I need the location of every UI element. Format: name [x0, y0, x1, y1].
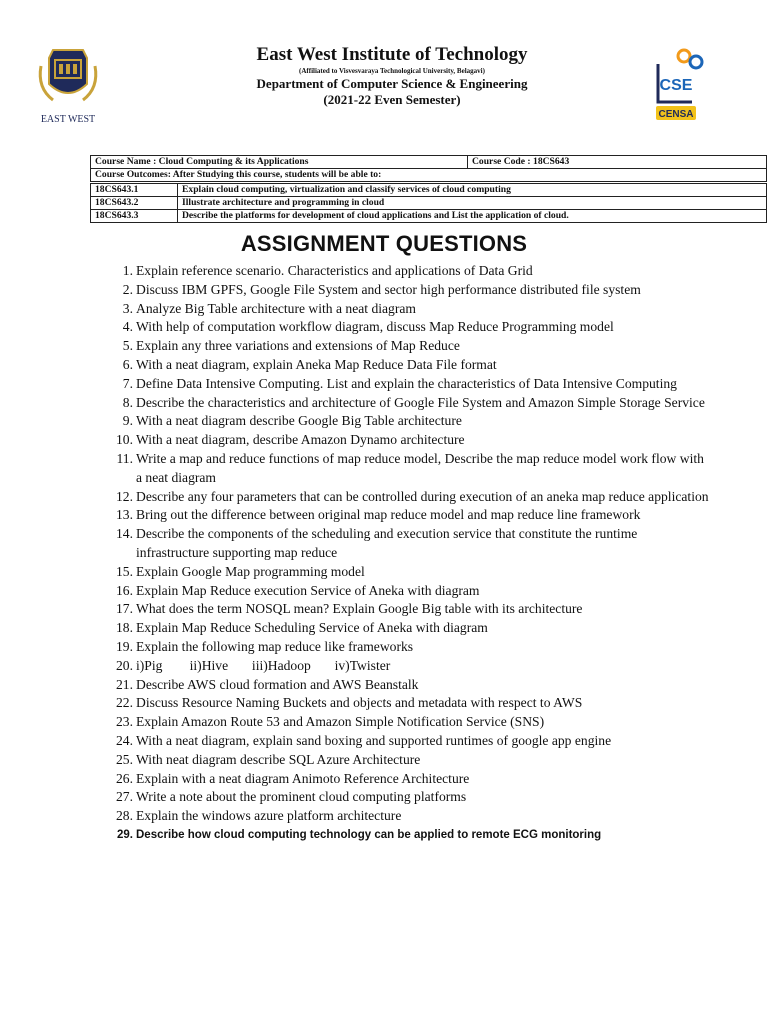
question-number: 23. [116, 714, 133, 730]
affiliation: (Affiliated to Visvesvaraya Technological University, Belagavi) [299, 67, 485, 75]
question-number: 21. [116, 676, 133, 692]
question-item [109, 713, 709, 732]
outcome-row [91, 210, 767, 223]
question-text: Explain any three variations and extensions of Map Reduce [136, 338, 460, 354]
question-item [109, 300, 709, 319]
question-number: 7. [122, 375, 133, 391]
question-number: 29. [117, 828, 133, 841]
question-number: 18. [116, 620, 133, 636]
outcome-id: 18CS643.3 [91, 210, 178, 223]
question-number: 19. [116, 638, 133, 654]
question-item [109, 600, 709, 619]
department-name: Department of Computer Science & Engineering [256, 76, 528, 91]
question-item [109, 826, 709, 845]
question-number: 8. [122, 394, 133, 410]
question-number: 10. [116, 432, 133, 448]
question-text: Explain reference scenario. Characteristics and applications of Data Grid [136, 263, 533, 278]
question-item [109, 807, 709, 826]
question-text: Explain the following map reduce like frameworks [136, 638, 414, 654]
question-list [109, 262, 709, 845]
question-number: 24. [116, 732, 133, 748]
question-number: 28. [116, 808, 133, 824]
question-item [109, 563, 709, 582]
question-number: 12. [116, 488, 133, 504]
question-item [109, 412, 709, 431]
question-number: 6. [122, 356, 133, 372]
outcome-id: 18CS643.1 [91, 184, 178, 197]
question-number: 1. [122, 263, 133, 278]
course-name: Course Name : Cloud Computing & its Applications [91, 156, 468, 169]
question-text: Explain Google Map programming model [136, 563, 365, 579]
question-item [109, 375, 709, 394]
course-info-table [90, 155, 767, 182]
question-text: Describe the characteristics and architecture of Google File System and Amazon Simple Storage Service [136, 394, 705, 410]
question-text: Explain the windows azure platform architecture [136, 808, 402, 824]
question-text: Bring out the difference between original map reduce model and map reduce line framework [136, 507, 641, 523]
outcome-text: Explain cloud computing, virtualization and classify services of cloud computing [178, 184, 767, 197]
question-item [109, 450, 709, 488]
question-text: Write a map and reduce functions of map reduce model, Describe the map reduce model work flow with a neat diagram [136, 450, 704, 485]
question-item [109, 694, 709, 713]
question-number: 27. [116, 789, 133, 805]
question-text: With a neat diagram, describe Amazon Dynamo architecture [136, 432, 465, 448]
semester: (2021-22 Even Semester) [323, 92, 461, 107]
question-number: 9. [122, 413, 133, 429]
question-number: 3. [122, 300, 133, 316]
question-text: With a neat diagram describe Google Big Table architecture [136, 413, 462, 429]
question-text: Describe AWS cloud formation and AWS Beanstalk [136, 676, 419, 692]
question-number: 5. [122, 338, 133, 354]
question-text: Discuss IBM GPFS, Google File System and sector high performance distributed file system [136, 281, 641, 297]
question-item [109, 262, 709, 281]
question-text: Explain Map Reduce Scheduling Service of Aneka with diagram [136, 620, 488, 636]
question-item [109, 582, 709, 601]
outcome-id: 18CS643.2 [91, 197, 178, 210]
question-number: 13. [116, 507, 133, 523]
question-text: With a neat diagram, explain sand boxing and supported runtimes of google app engine [136, 732, 612, 748]
question-item [109, 488, 709, 507]
question-text: Explain Amazon Route 53 and Amazon Simple Notification Service (SNS) [136, 714, 545, 730]
question-number: 14. [116, 526, 133, 542]
cse-censa-logo [644, 46, 708, 132]
question-text: What does the term NOSQL mean? Explain Google Big table with its architecture [136, 601, 583, 617]
course-outcomes-table [90, 183, 767, 223]
question-text: Explain with a neat diagram Animoto Reference Architecture [136, 770, 470, 786]
question-item [109, 525, 709, 563]
question-item [109, 676, 709, 695]
question-item [109, 788, 709, 807]
page-header [0, 44, 768, 154]
outcome-row [91, 197, 767, 210]
cse-logo-text: CSE [659, 77, 693, 94]
question-item [109, 751, 709, 770]
question-text: With a neat diagram, explain Aneka Map Reduce Data File format [136, 356, 497, 372]
question-text: With neat diagram describe SQL Azure Architecture [136, 751, 421, 767]
outcome-text: Illustrate architecture and programming in cloud [178, 197, 767, 210]
question-text: i)Pig ii)Hive iii)Hadoop iv)Twister [136, 657, 391, 673]
outcome-text: Describe the platforms for development of cloud applications and List the application of cloud. [178, 210, 767, 223]
question-text: Analyze Big Table architecture with a neat diagram [136, 300, 416, 316]
question-number: 26. [116, 770, 133, 786]
question-number: 17. [116, 601, 133, 617]
question-item [109, 619, 709, 638]
assignment-title: ASSIGNMENT QUESTIONS [240, 231, 528, 256]
question-number: 15. [116, 563, 133, 579]
censa-logo-text: CENSA [658, 109, 694, 120]
question-number: 16. [116, 582, 133, 598]
question-text: Write a note about the prominent cloud computing platforms [136, 789, 467, 805]
question-item [109, 770, 709, 789]
question-text: Describe how cloud computing technology can be applied to remote ECG monitoring [136, 828, 602, 841]
question-item [109, 431, 709, 450]
east-west-logo-text: EAST WEST [40, 114, 96, 125]
course-code: Course Code : 18CS643 [468, 156, 767, 169]
question-item [109, 318, 709, 337]
question-item [109, 281, 709, 300]
header-text [150, 44, 634, 108]
question-item [109, 657, 709, 676]
question-text: Describe any four parameters that can be controlled during execution of an aneka map reduce application [136, 488, 709, 504]
question-item [109, 732, 709, 751]
question-text: Define Data Intensive Computing. List and explain the characteristics of Data Intensive Computing [136, 375, 677, 391]
question-item [109, 394, 709, 413]
question-number: 2. [122, 281, 133, 297]
east-west-logo [33, 44, 103, 134]
question-number: 11. [116, 450, 133, 466]
question-text: Discuss Resource Naming Buckets and objects and metadata with respect to AWS [136, 695, 583, 711]
institute-name: East West Institute of Technology [256, 44, 528, 65]
question-item [109, 356, 709, 375]
question-text: With help of computation workflow diagram, discuss Map Reduce Programming model [136, 319, 614, 335]
question-item [109, 638, 709, 657]
outcome-row [91, 184, 767, 197]
question-number: 25. [116, 751, 133, 767]
question-number: 20. [116, 657, 133, 673]
question-item [109, 506, 709, 525]
question-text: Explain Map Reduce execution Service of Aneka with diagram [136, 582, 480, 598]
course-outcomes-heading: Course Outcomes: After Studying this course, students will be able to: [91, 169, 767, 182]
question-item [109, 337, 709, 356]
question-number: 22. [116, 695, 133, 711]
question-text: Describe the components of the scheduling and execution service that constitute the runtime infrastructure supporting map reduce [136, 526, 638, 560]
question-number: 4. [122, 319, 133, 335]
